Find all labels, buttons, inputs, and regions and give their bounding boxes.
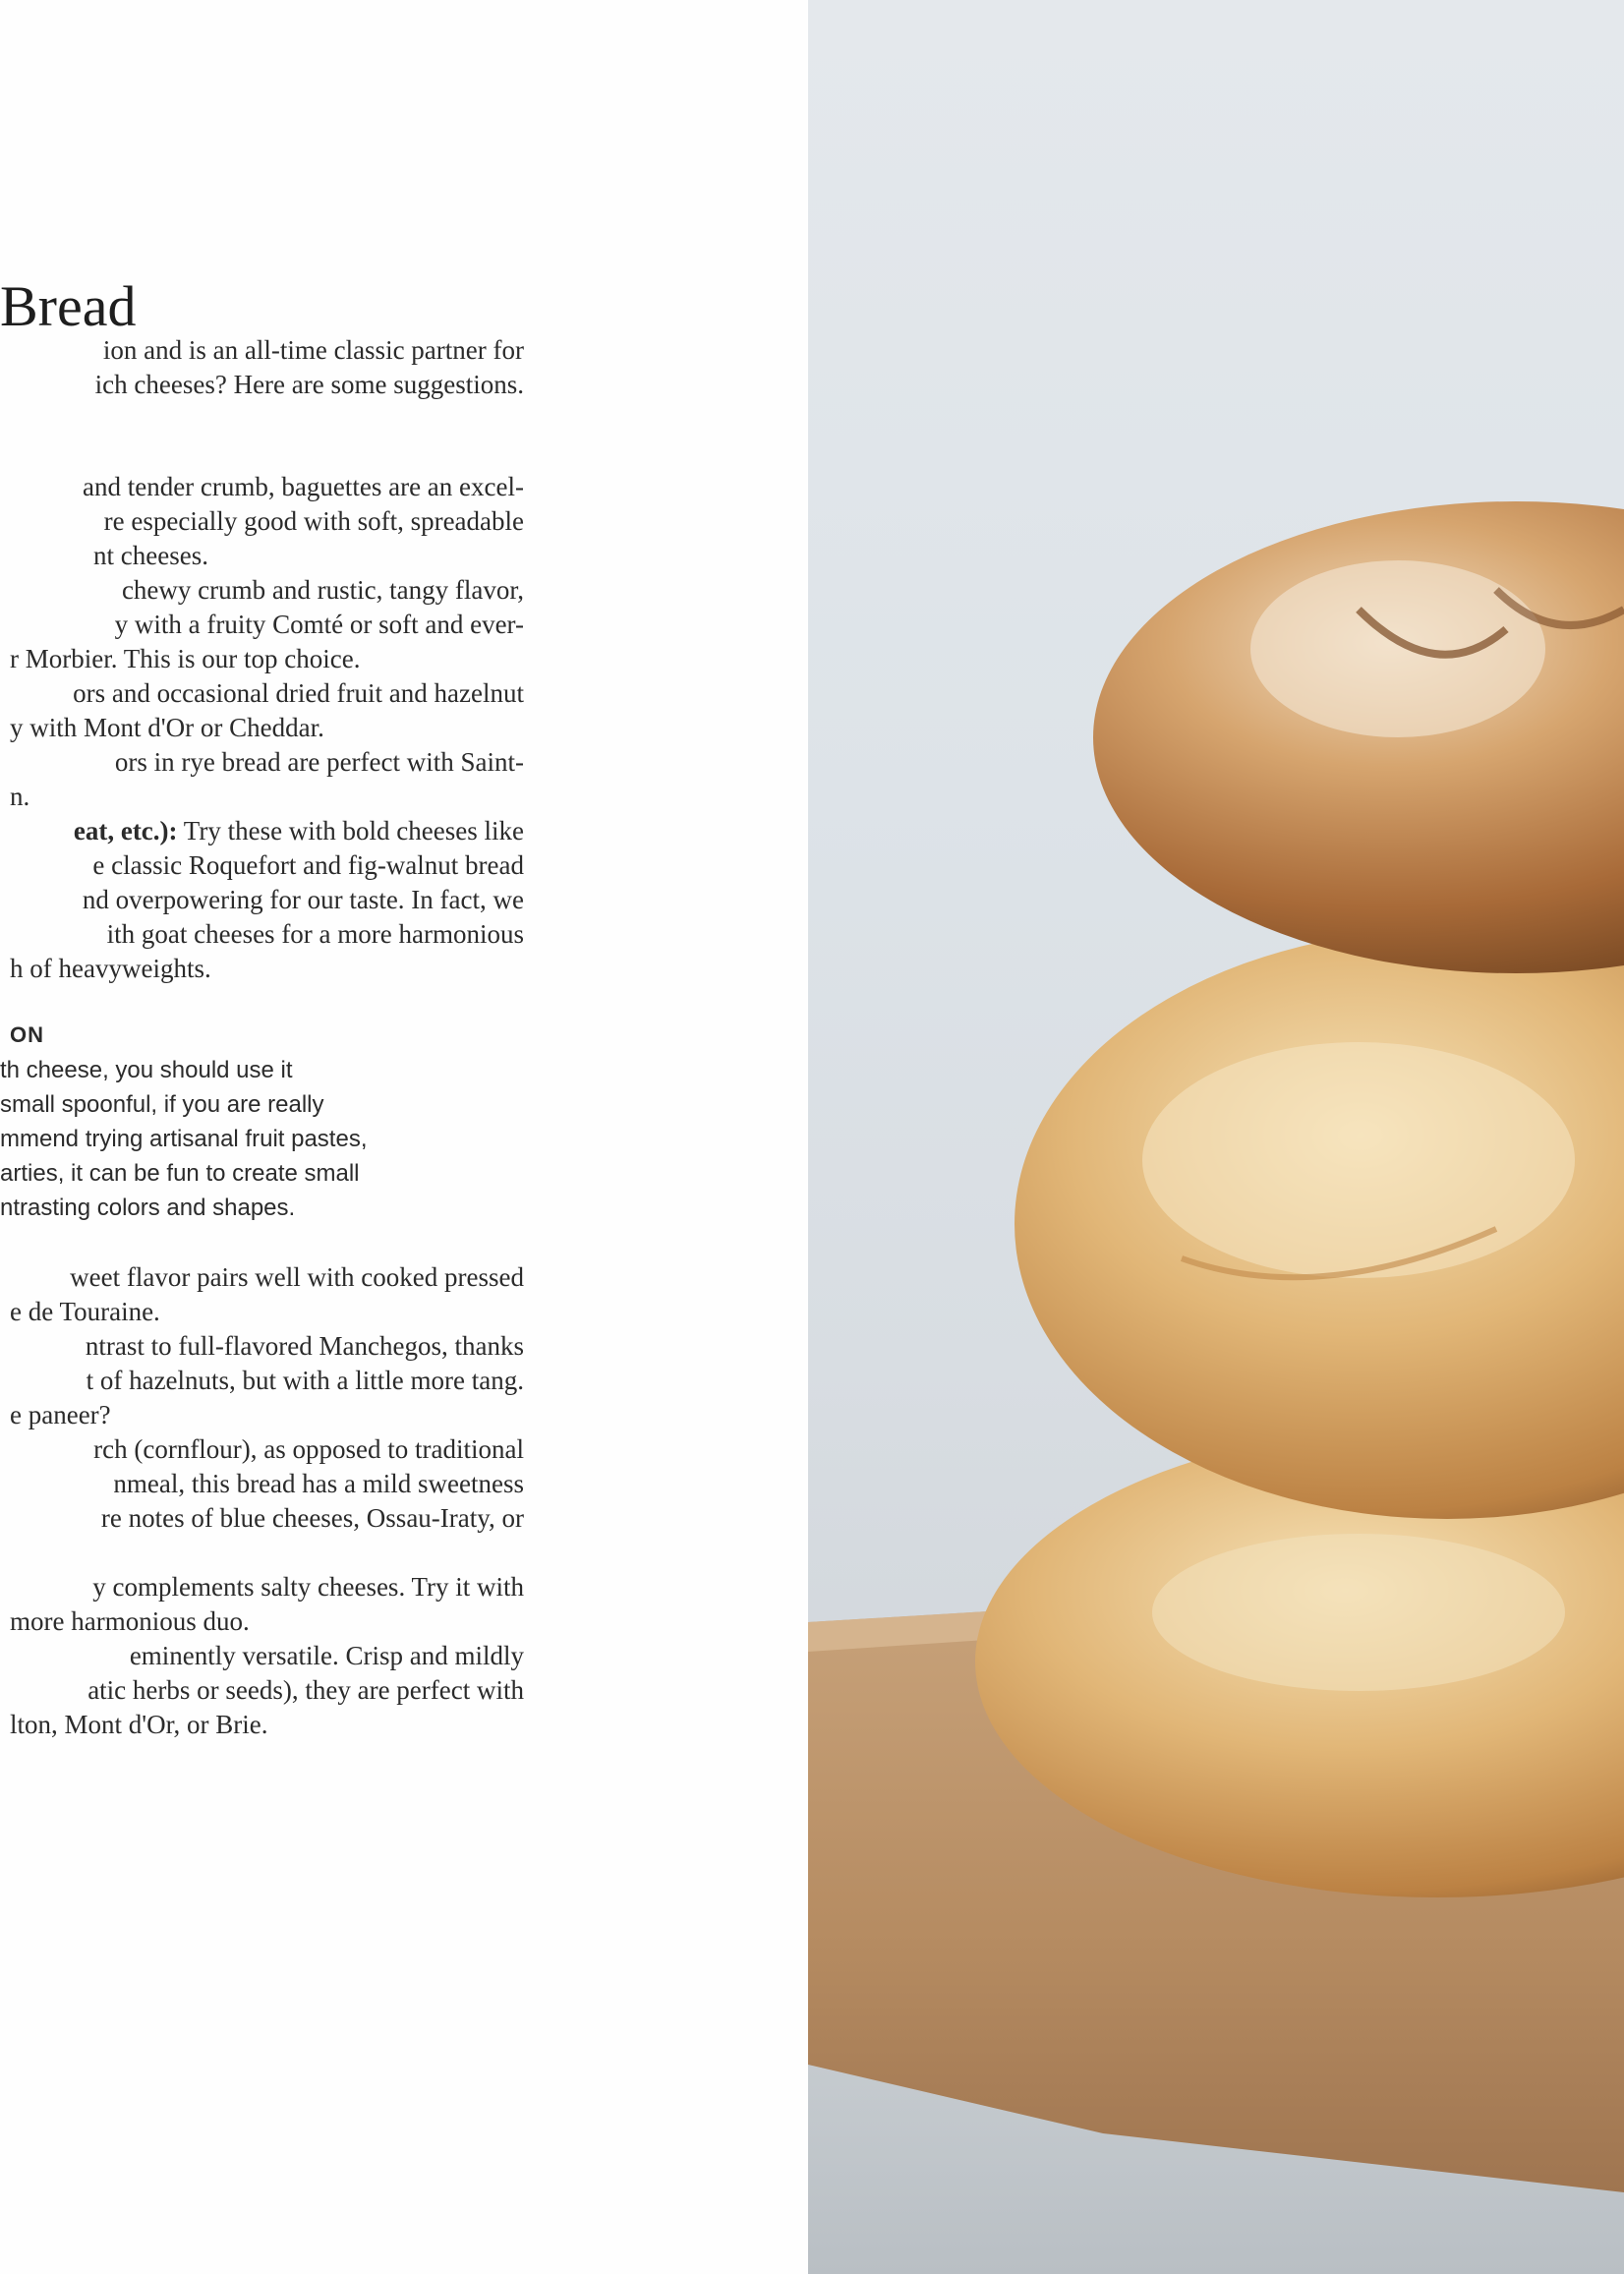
- body-line: n.: [10, 782, 30, 811]
- body-line: r Morbier. This is our top choice.: [10, 644, 361, 673]
- body-line: atic herbs or seeds), they are perfect with: [87, 1675, 524, 1705]
- body-line: t of hazelnuts, but with a little more tang.: [86, 1366, 524, 1395]
- page-title: Bread: [0, 273, 137, 338]
- body-line: [0, 814, 524, 847]
- body-line: e paneer?: [10, 1400, 111, 1429]
- body-line: h of heavyweights.: [10, 954, 211, 983]
- body-line: re especially good with soft, spreadable: [103, 506, 524, 536]
- sidebar-line: ntrasting colors and shapes.: [0, 1195, 296, 1221]
- body-line: e classic Roquefort and fig-walnut bread: [92, 850, 524, 880]
- body-line: nd overpowering for our taste. In fact, we: [82, 885, 524, 914]
- bread-photo: [808, 0, 1624, 2274]
- body-line: ors in rye bread are perfect with Saint-: [114, 747, 524, 777]
- text-page: [0, 0, 808, 2274]
- body-line: eminently versatile. Crisp and mildly: [129, 1641, 524, 1670]
- sidebar-line: mmend trying artisanal fruit pastes,: [0, 1126, 368, 1152]
- body-line: nmeal, this bread has a mild sweetness: [113, 1469, 524, 1498]
- body-line: nt cheeses.: [93, 541, 208, 570]
- intro-line: ich cheeses? Here are some suggestions.: [94, 370, 524, 399]
- body-line: re notes of blue cheeses, Ossau-Iraty, or: [100, 1503, 524, 1533]
- body-line: ntrast to full-flavored Manchegos, thanks: [85, 1331, 524, 1361]
- body-line: chewy crumb and rustic, tangy flavor,: [121, 575, 524, 605]
- intro-line: ion and is an all-time classic partner for: [102, 335, 524, 365]
- body-line: ith goat cheeses for a more harmonious: [106, 919, 524, 949]
- middle-loaf: [1015, 929, 1624, 1519]
- bold-lead: eat, etc.):: [73, 816, 178, 845]
- bread-illustration: [808, 0, 1624, 2274]
- sidebar-line: arties, it can be fun to create small: [0, 1160, 360, 1187]
- body-line: rch (cornflour), as opposed to traditional: [93, 1434, 524, 1464]
- sidebar-line: small spoonful, if you are really: [0, 1091, 324, 1118]
- body-line: lton, Mont d'Or, or Brie.: [10, 1710, 268, 1739]
- body-line: more harmonious duo.: [10, 1606, 250, 1636]
- body-text: Try these with bold cheeses like: [177, 816, 524, 845]
- body-line: ors and occasional dried fruit and hazelnut: [73, 678, 524, 708]
- body-line: e de Touraine.: [10, 1297, 160, 1326]
- sidebar-heading: ON: [10, 1022, 44, 1047]
- body-line: y complements salty cheeses. Try it with: [92, 1572, 524, 1602]
- body-line: and tender crumb, baguettes are an excel-: [82, 472, 524, 501]
- body-line: weet flavor pairs well with cooked pressed: [70, 1262, 524, 1292]
- top-loaf: [1093, 501, 1624, 973]
- body-line: y with a fruity Comté or soft and ever-: [114, 610, 524, 639]
- sidebar-line: th cheese, you should use it: [0, 1057, 293, 1083]
- body-line: y with Mont d'Or or Cheddar.: [10, 713, 324, 742]
